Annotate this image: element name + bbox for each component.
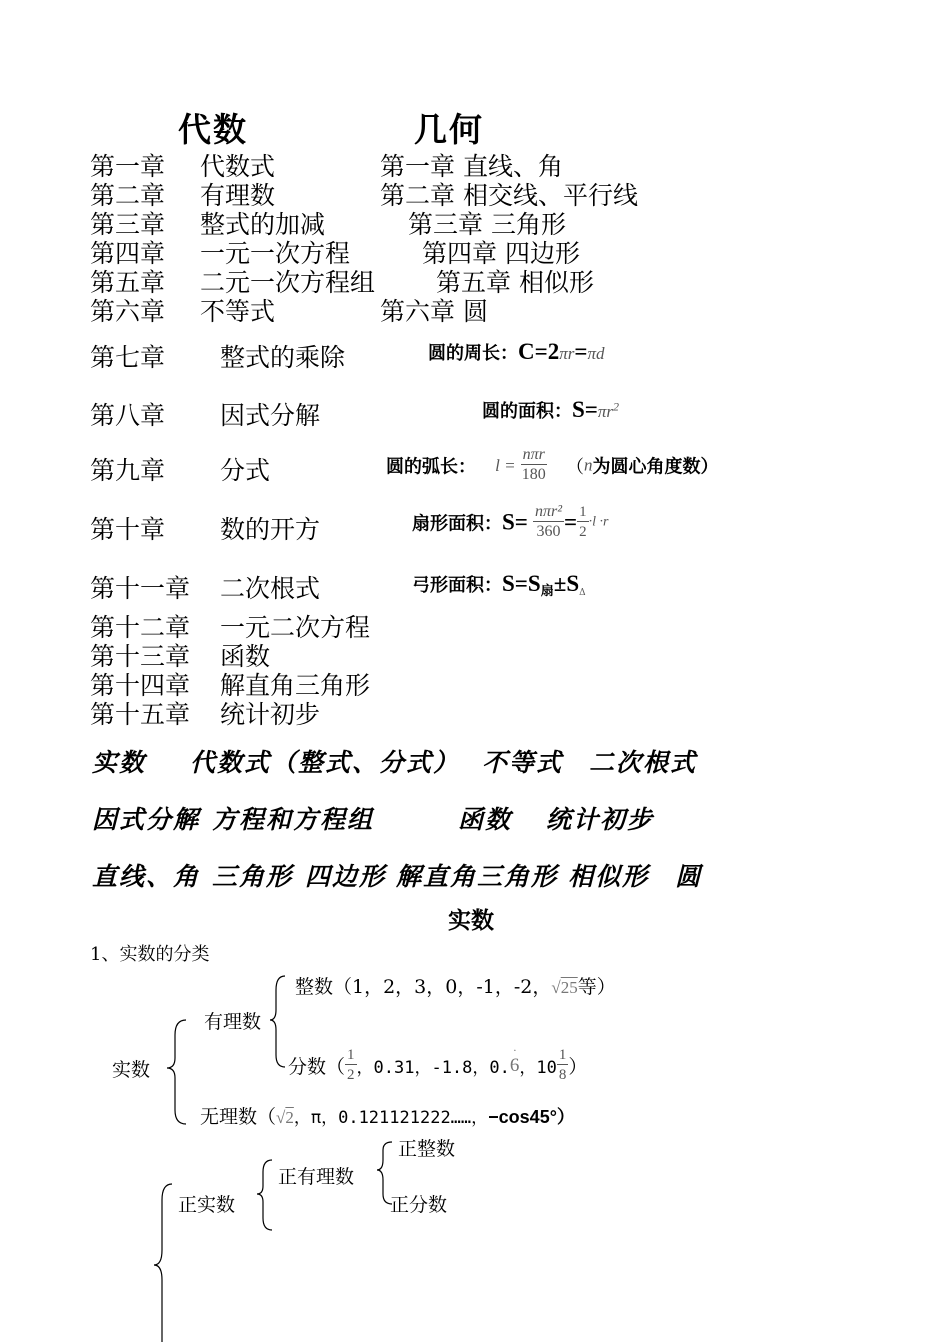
- chapter-name: 解直角三角形: [220, 671, 371, 700]
- irrational-text: 无理数（: [200, 1106, 277, 1128]
- category-item: 统计初步: [546, 805, 655, 834]
- formula-label: 圆的周长：: [428, 343, 518, 364]
- formula-text: S=: [572, 397, 598, 422]
- subsection-title: 1、实数的分类: [90, 944, 210, 965]
- sqrt-symbol: √2: [276, 1108, 294, 1127]
- chapter-name: 二元一次方程组: [200, 268, 376, 297]
- brace-root: [167, 1020, 186, 1124]
- integers-tail: 等）: [577, 976, 616, 998]
- sqrt-radicand: 25: [560, 978, 578, 997]
- formula-text: l =: [495, 455, 516, 475]
- chapter-name: 数的开方: [220, 515, 321, 544]
- fractions-text: ）: [568, 1056, 588, 1078]
- formula-text: ±S: [553, 571, 580, 596]
- chapter-number: 第二章: [380, 181, 456, 210]
- category-item: 函数: [458, 805, 513, 834]
- fractions-text: ，10: [519, 1058, 557, 1078]
- mixed-fraction: $\frac{1}{8}$: [558, 1047, 567, 1083]
- formula-text: S=: [502, 509, 528, 535]
- formula-text: S=S: [502, 571, 541, 596]
- header-algebra: 代数: [178, 110, 248, 149]
- tree-positive-fraction: 正分数: [390, 1194, 448, 1216]
- category-item: 解直角三角形: [396, 862, 559, 891]
- formula-text: πd: [587, 344, 605, 363]
- chapter-number: 第七章: [90, 343, 166, 372]
- chapter-number: 第四章: [422, 239, 498, 268]
- fraction-numerator: nπr²: [535, 503, 563, 520]
- category-item: 因式分解: [92, 805, 201, 834]
- category-item: 四边形: [305, 862, 387, 891]
- section-title: 实数: [448, 908, 494, 934]
- chapter-number: 第十三章: [90, 642, 191, 671]
- brace-positive-rational: [257, 1160, 272, 1230]
- category-item: 直线、角: [92, 862, 201, 891]
- formula-text: =: [564, 509, 578, 535]
- formula-label: 圆的面积：: [482, 401, 572, 422]
- formula-label: 弓形面积：: [412, 575, 502, 596]
- chapter-number: 第十四章: [90, 671, 191, 700]
- fractions-text: ，0.31，-1.8，0.: [356, 1058, 510, 1078]
- chapter-number: 第二章: [90, 181, 166, 210]
- category-item: 圆: [675, 862, 703, 891]
- chapter-name: 三角形: [490, 210, 566, 239]
- chapter-number: 第九章: [90, 456, 166, 485]
- formula-label: 扇形面积：: [412, 513, 502, 535]
- category-item: 二次根式: [589, 748, 698, 777]
- fraction-denominator: 2: [579, 524, 587, 540]
- tree-positive-integer: 正整数: [398, 1138, 456, 1160]
- chapter-number: 第六章: [90, 297, 166, 326]
- chapter-name: 相似形: [518, 268, 594, 297]
- formula-text: C=2: [518, 339, 560, 364]
- formula-subscript: 扇: [540, 584, 554, 600]
- fraction-numerator: nπr: [522, 446, 545, 463]
- repeating-digit: · 6: [509, 1042, 520, 1076]
- chapter-number: 第三章: [408, 210, 484, 239]
- formula-text: n: [583, 455, 593, 475]
- header-geometry: 几何: [414, 110, 484, 149]
- chapter-name: 相交线、平行线: [462, 181, 638, 210]
- formula-text: πr: [559, 344, 575, 363]
- chapter-number: 第五章: [90, 268, 166, 297]
- chapter-number: 第八章: [90, 401, 166, 430]
- repeating-digit-value: 6: [509, 1054, 520, 1076]
- tree-positive-real: 正实数: [178, 1194, 236, 1216]
- integers-text: 整数（1，2，3，0，-1，-2，: [295, 976, 552, 998]
- sqrt-symbol: √25: [551, 978, 578, 997]
- chapter-number: 第一章: [380, 152, 456, 181]
- chapter-name: 函数: [220, 642, 271, 671]
- chapter-number: 第四章: [90, 239, 166, 268]
- chapter-name: 直线、角: [462, 152, 563, 181]
- chapter-name: 因式分解: [220, 401, 321, 430]
- chapter-number: 第十章: [90, 515, 166, 544]
- formula-text: πr: [597, 402, 614, 421]
- category-item: 代数式（整式、分式）: [190, 748, 461, 777]
- irrational-text: ，π，0.121121222……，: [293, 1108, 489, 1128]
- sqrt-radicand: 2: [285, 1108, 294, 1127]
- chapter-name: 一元二次方程: [220, 613, 371, 642]
- chapter-name: 二次根式: [220, 574, 321, 603]
- chapter-name: 分式: [220, 456, 271, 485]
- formula-text: =: [574, 339, 588, 364]
- chapter-name: 统计初步: [220, 700, 321, 729]
- tree-positive-rational: 正有理数: [278, 1166, 355, 1188]
- formula-text: ·l ·r: [588, 514, 609, 530]
- category-item: 三角形: [212, 862, 294, 891]
- formula-label: 圆的弧长：: [386, 456, 476, 478]
- chapter-name: 圆: [462, 297, 488, 326]
- category-item: 实数: [92, 748, 147, 777]
- brace-rational: [270, 976, 285, 1067]
- chapter-name: 不等式: [200, 297, 276, 326]
- chapter-name: 四边形: [504, 239, 580, 268]
- irrational-text: −cos45°）: [488, 1107, 575, 1127]
- chapter-name: 一元一次方程: [200, 239, 351, 268]
- formula-subscript: Δ: [579, 588, 586, 599]
- chapter-number: 第一章: [90, 152, 166, 181]
- formula-note: （: [565, 456, 584, 478]
- chapter-number: 第五章: [436, 268, 512, 297]
- chapter-name: 整式的乘除: [220, 343, 346, 372]
- chapter-name: 整式的加减: [200, 210, 326, 239]
- category-item: 相似形: [568, 862, 650, 891]
- brace-positive-subtypes: [377, 1142, 392, 1204]
- tree-rational: 有理数: [204, 1011, 262, 1033]
- brace-positive-real: [154, 1184, 172, 1342]
- chapter-name: 代数式: [200, 152, 276, 181]
- half-fraction: $\frac{1}{2}$: [347, 1047, 355, 1083]
- chapter-name: 有理数: [200, 181, 276, 210]
- formula-superscript: 2: [613, 399, 620, 414]
- fraction-numerator: 1: [579, 504, 587, 520]
- fraction-denominator: 180: [521, 466, 546, 483]
- chapter-number: 第十五章: [90, 700, 191, 729]
- fraction-denominator: 360: [536, 523, 561, 540]
- chapter-number: 第三章: [90, 210, 166, 239]
- formula-note: 为圆心角度数）: [592, 456, 719, 478]
- category-item: 不等式: [482, 748, 564, 777]
- category-item: 方程和方程组: [212, 805, 375, 834]
- chapter-number: 第六章: [380, 297, 456, 326]
- fractions-text: 分数（: [288, 1056, 346, 1078]
- tree-root: 实数: [112, 1059, 151, 1081]
- chapter-number: 第十二章: [90, 613, 191, 642]
- chapter-number: 第十一章: [90, 574, 191, 603]
